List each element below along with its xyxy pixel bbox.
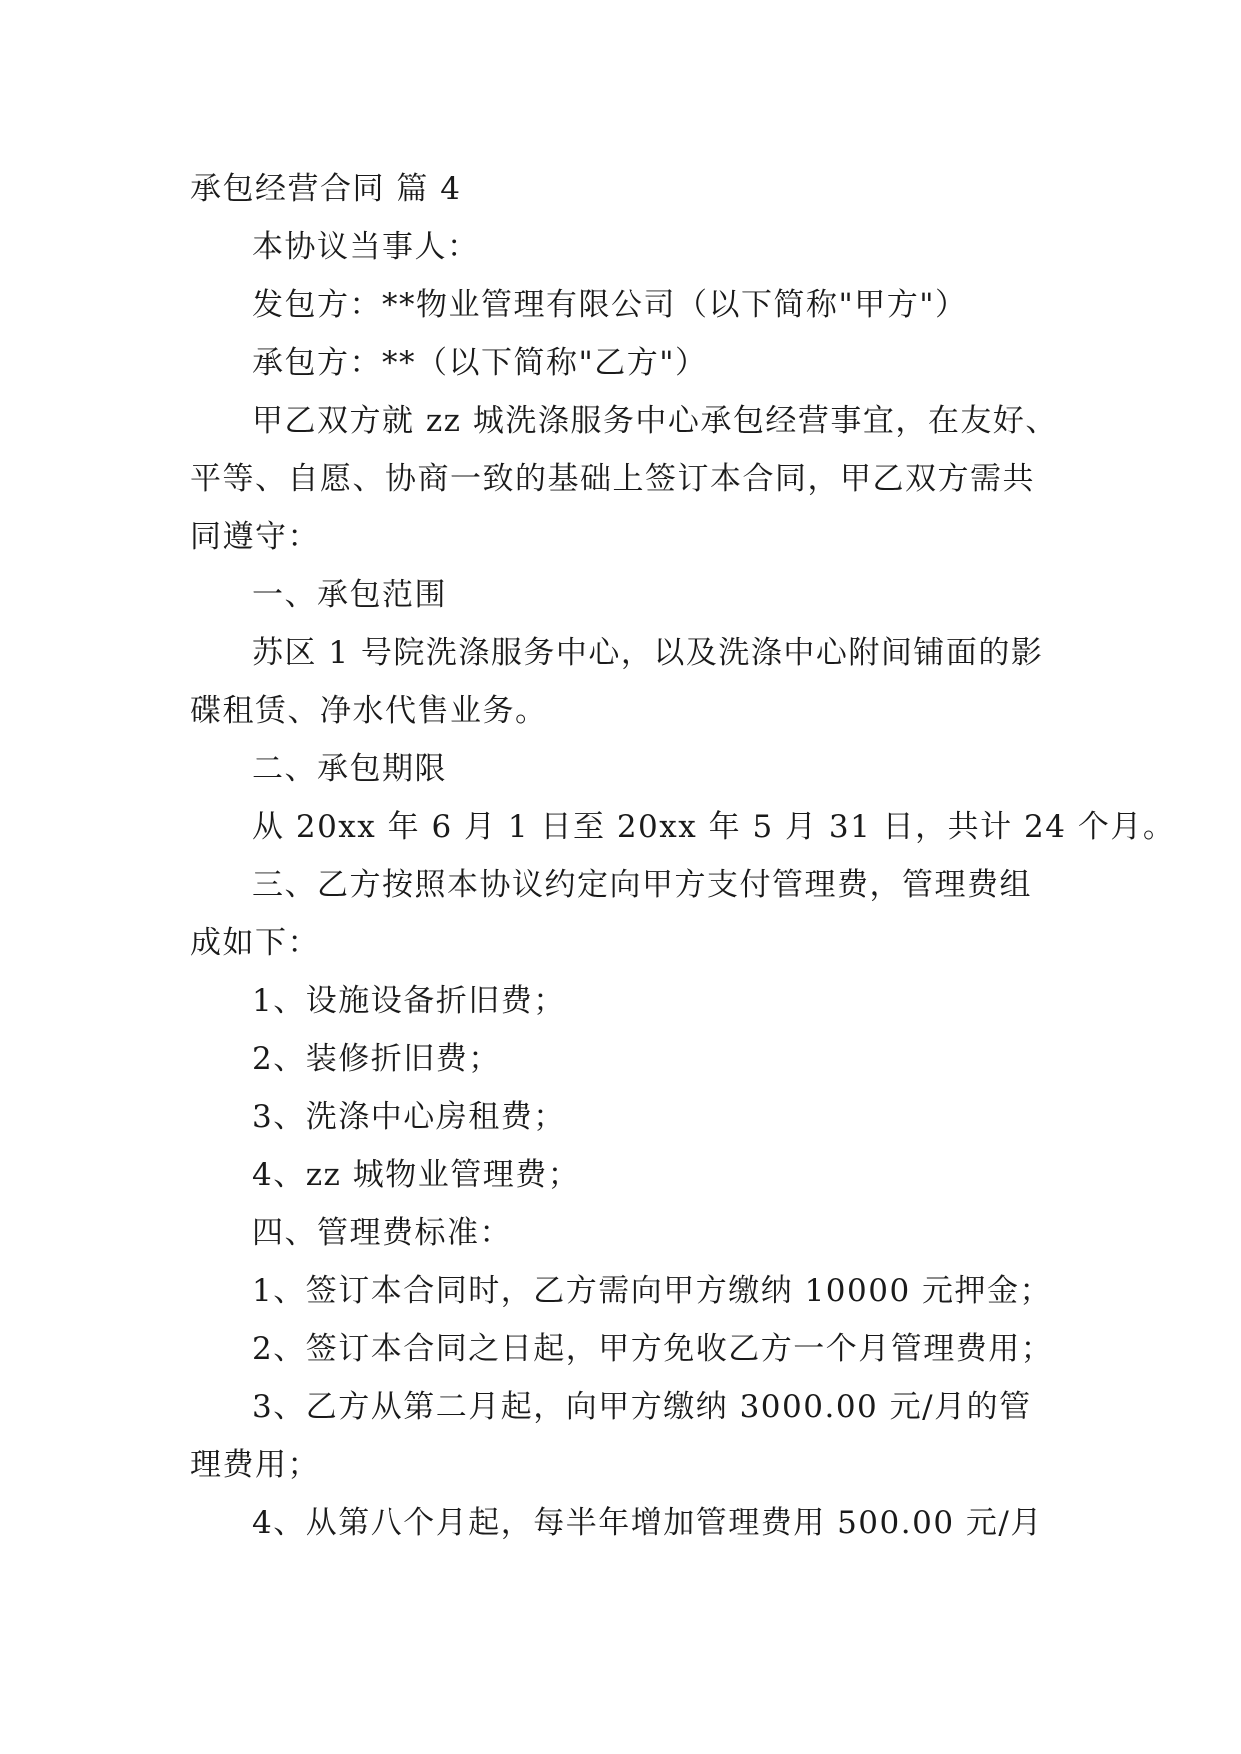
fee-item-4: 4、zz 城物业管理费； <box>252 1157 581 1193</box>
fee-standard-item-4: 4、从第八个月起，每半年增加管理费用 500.00 元/月 <box>252 1505 1043 1541</box>
paragraph-term: 从 20xx 年 6 月 1 日至 20xx 年 5 月 31 日，共计 24 个月。 <box>252 809 1176 845</box>
fee-standard-item-3: 3、乙方从第二月起，向甲方缴纳 3000.00 元/月的管理费用； <box>190 1389 1032 1483</box>
paragraph-parties-intro: 本协议当事人： <box>252 229 480 265</box>
section-heading-scope: 一、承包范围 <box>252 577 447 613</box>
fee-item-1: 1、设施设备折旧费； <box>252 983 566 1019</box>
fee-standard-item-2: 2、签订本合同之日起，甲方免收乙方一个月管理费用； <box>252 1331 1054 1367</box>
section-heading-term: 二、承包期限 <box>252 751 447 787</box>
document-title: 承包经营合同 篇 4 <box>190 171 462 207</box>
section-heading-fees: 三、乙方按照本协议约定向甲方支付管理费，管理费组成如下： <box>190 867 1032 961</box>
section-heading-fee-standard: 四、管理费标准： <box>252 1215 512 1251</box>
paragraph-party-a: 发包方：**物业管理有限公司（以下简称"甲方"） <box>252 287 968 323</box>
paragraph-preamble: 甲乙双方就 zz 城洗涤服务中心承包经营事宜，在友好、平等、自愿、协商一致的基础上签订本合同，甲乙双方需共同遵守： <box>190 403 1058 555</box>
fee-item-3: 3、洗涤中心房租费； <box>252 1099 566 1135</box>
fee-standard-item-1: 1、签订本合同时，乙方需向甲方缴纳 10000 元押金； <box>252 1273 1053 1309</box>
fee-item-2: 2、装修折旧费； <box>252 1041 501 1077</box>
paragraph-party-b: 承包方：**（以下简称"乙方"） <box>252 345 708 381</box>
document-body <box>190 160 1176 1552</box>
paragraph-scope: 苏区 1 号院洗涤服务中心，以及洗涤中心附间铺面的影碟租赁、净水代售业务。 <box>190 635 1044 729</box>
